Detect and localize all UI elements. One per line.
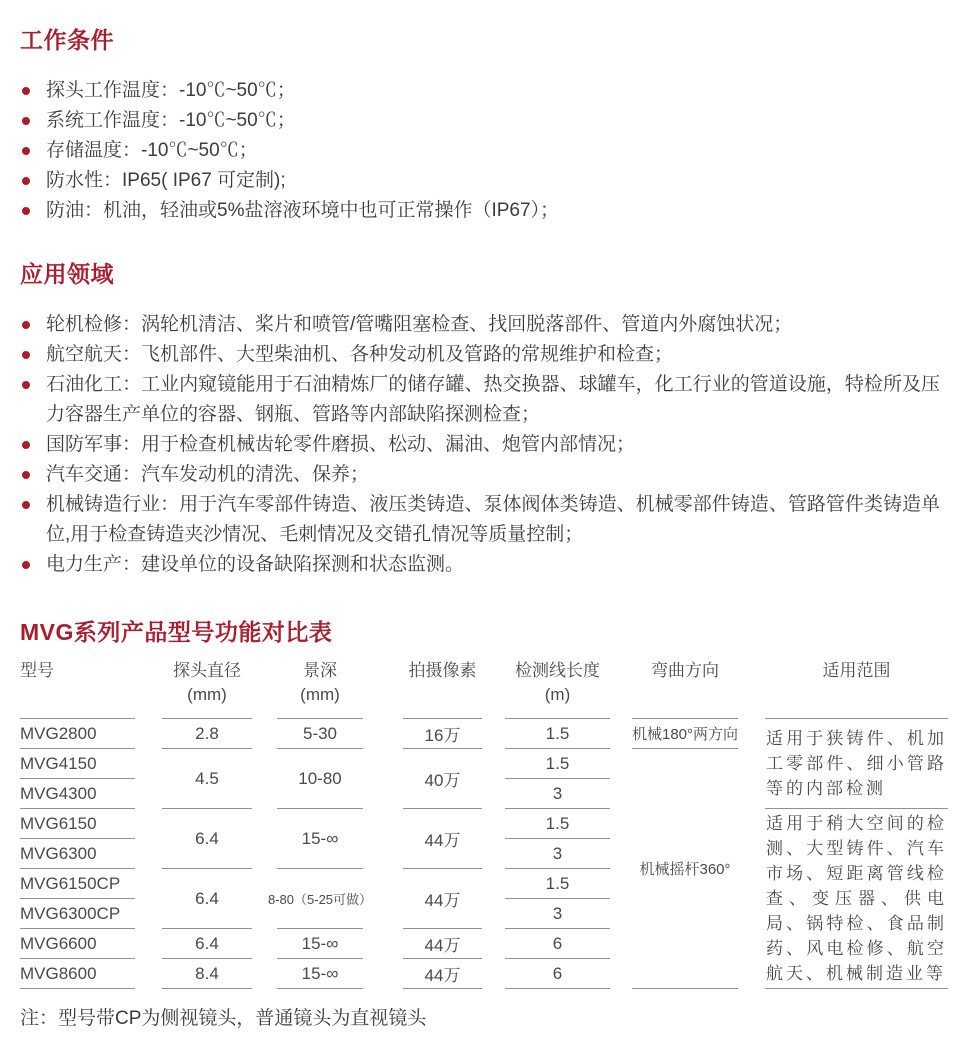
diameter-cell: 6.4 xyxy=(162,809,252,869)
model-cell: MVG2800 xyxy=(20,719,135,749)
list-item xyxy=(20,310,940,340)
list-item xyxy=(20,430,940,460)
pixel-cell: 44万 xyxy=(403,809,482,869)
table-footnote: 注：型号带CP为侧视镜头，普通镜头为直视镜头 xyxy=(20,1008,427,1029)
length-cell: 3 xyxy=(505,839,610,869)
pixel-cell: 44万 xyxy=(403,869,482,929)
bullet-icon xyxy=(22,351,30,359)
length-cell: 6 xyxy=(505,959,610,989)
list-item xyxy=(20,106,940,136)
bullet-icon xyxy=(22,321,30,329)
spec-table xyxy=(20,656,947,989)
depth-cell: 15-∞ xyxy=(277,929,363,959)
application-fields-list xyxy=(20,310,940,580)
list-item xyxy=(20,136,940,166)
direction-cell: 机械180°两方向 xyxy=(632,719,738,749)
model-cell: MVG8600 xyxy=(20,959,135,989)
depth-cell: 15-∞ xyxy=(277,959,363,989)
diameter-cell: 2.8 xyxy=(162,719,252,749)
bullet-icon xyxy=(22,87,30,95)
diameter-cell: 4.5 xyxy=(162,749,252,809)
list-item-text: 电力生产：建设单位的设备缺陷探测和状态监测。 xyxy=(46,554,465,575)
depth-cell: 8-80（5-25可做） xyxy=(277,869,363,929)
list-item-text: 石油化工：工业内窥镜能用于石油精炼厂的储存罐、热交换器、球罐车，化工行业的管道设施，特检所及压力容器生产单位的容器、钢瓶、管路等内部缺陷探测检查； xyxy=(46,374,940,425)
list-item xyxy=(20,550,940,580)
list-item xyxy=(20,490,940,550)
model-cell: MVG6600 xyxy=(20,929,135,959)
pixel-cell: 40万 xyxy=(403,749,482,809)
list-item xyxy=(20,370,940,430)
length-cell: 6 xyxy=(505,929,610,959)
depth-cell: 15-∞ xyxy=(277,809,363,869)
depth-cell: 5-30 xyxy=(277,719,363,749)
section-heading-application-fields: 应用领域 xyxy=(20,261,114,287)
column-header-pixels: 拍摄像素 xyxy=(403,656,482,719)
list-item xyxy=(20,196,940,226)
model-cell: MVG6300 xyxy=(20,839,135,869)
table-heading: MVG系列产品型号功能对比表 xyxy=(20,619,333,645)
column-header-applicable-range: 适用范围 xyxy=(765,656,948,719)
model-cell: MVG6300CP xyxy=(20,899,135,929)
model-cell: MVG4300 xyxy=(20,779,135,809)
model-cell: MVG6150 xyxy=(20,809,135,839)
depth-cell: 10-80 xyxy=(277,749,363,809)
length-cell: 3 xyxy=(505,779,610,809)
length-cell: 1.5 xyxy=(505,809,610,839)
list-item-text: 系统工作温度：-10℃~50℃； xyxy=(46,110,296,131)
list-item-text: 防油：机油，轻油或5%盐溶液环境中也可正常操作（IP67）； xyxy=(46,200,560,221)
list-item-text: 汽车交通：汽车发动机的清洗、保养； xyxy=(46,464,370,485)
length-cell: 1.5 xyxy=(505,719,610,749)
list-item-text: 国防军事：用于检查机械齿轮零件磨损、松动、漏油、炮管内部情况； xyxy=(46,434,636,455)
list-item-text: 机械铸造行业：用于汽车零部件铸造、液压类铸造、泵体阀体类铸造、机械零部件铸造、管路管件类铸造单位,用于检查铸造夹沙情况、毛刺情况及交错孔情况等质量控制； xyxy=(46,494,940,545)
list-item xyxy=(20,76,940,106)
bullet-icon xyxy=(22,441,30,449)
diameter-cell: 6.4 xyxy=(162,929,252,959)
range-cell: 适用于狭铸件、机加工零部件、细小管路等的内部检测 xyxy=(765,719,948,809)
range-cell: 适用于稍大空间的检测、大型铸件、汽车市场、短距离管线检查、变压器、供电局、锅特检、食品制药、风电检修、航空航天、机械制造业等 xyxy=(765,809,948,989)
length-cell: 1.5 xyxy=(505,869,610,899)
list-item-text: 防水性：IP65( IP67 可定制); xyxy=(46,170,286,191)
pixel-cell: 44万 xyxy=(403,959,482,989)
bullet-icon xyxy=(22,207,30,215)
column-header-line-length: 检测线长度 (m) xyxy=(505,656,610,719)
working-conditions-list xyxy=(20,76,940,226)
list-item-text: 轮机检修：涡轮机清洁、桨片和喷管/管嘴阻塞检查、找回脱落部件、管道内外腐蚀状况； xyxy=(46,314,793,335)
list-item xyxy=(20,340,940,370)
length-cell: 1.5 xyxy=(505,749,610,779)
column-header-bend-direction: 弯曲方向 xyxy=(632,656,738,719)
list-item-text: 存储温度：-10℃~50℃； xyxy=(46,140,258,161)
length-cell: 3 xyxy=(505,899,610,929)
column-header-depth-of-field: 景深 (mm) xyxy=(277,656,363,719)
model-cell: MVG4150 xyxy=(20,749,135,779)
list-item xyxy=(20,460,940,490)
bullet-icon xyxy=(22,147,30,155)
pixel-cell: 16万 xyxy=(403,719,482,749)
bullet-icon xyxy=(22,561,30,569)
section-heading-working-conditions: 工作条件 xyxy=(20,27,114,53)
column-header-model: 型号 xyxy=(20,656,135,719)
diameter-cell: 6.4 xyxy=(162,869,252,929)
list-item xyxy=(20,166,940,196)
column-header-probe-diameter: 探头直径 (mm) xyxy=(162,656,252,719)
bullet-icon xyxy=(22,471,30,479)
diameter-cell: 8.4 xyxy=(162,959,252,989)
direction-cell: 机械摇杆360° xyxy=(632,749,738,989)
model-cell: MVG6150CP xyxy=(20,869,135,899)
bullet-icon xyxy=(22,501,30,509)
pixel-cell: 44万 xyxy=(403,929,482,959)
list-item-text: 航空航天：飞机部件、大型柴油机、各种发动机及管路的常规维护和检查； xyxy=(46,344,674,365)
list-item-text: 探头工作温度：-10℃~50℃； xyxy=(46,80,296,101)
bullet-icon xyxy=(22,381,30,389)
bullet-icon xyxy=(22,177,30,185)
bullet-icon xyxy=(22,117,30,125)
